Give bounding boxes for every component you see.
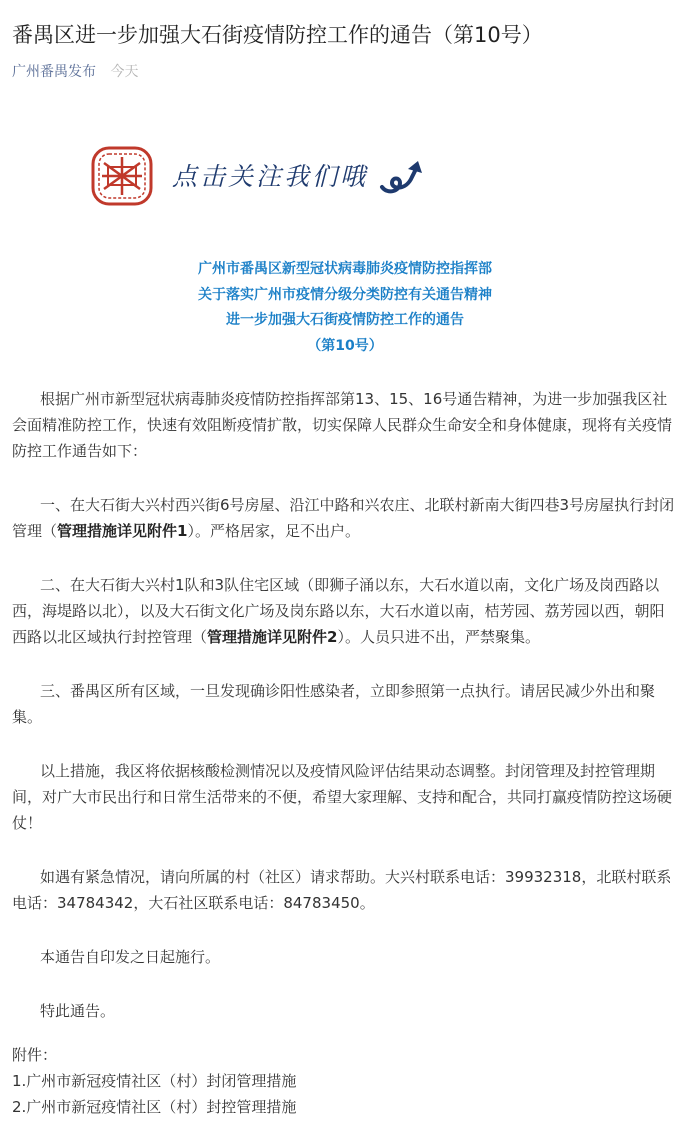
item-3-paragraph: 三、番禺区所有区域，一旦发现确诊阳性感染者，立即参照第一点执行。请居民减少外出和聚集。 bbox=[12, 682, 656, 726]
heading-line-3: 进一步加强大石街疫情防控工作的通告 bbox=[226, 312, 464, 328]
notice-heading bbox=[0, 257, 690, 359]
intro-paragraph: 根据广州市新型冠状病毒肺炎疫情防控指挥部第13、15、16号通告精神，为进一步加强我区社会面精准防控工作，快速有效阻断疫情扩散，切实保障人民群众生命安全和身体健康，现将有关疫情防控工作通告如下： bbox=[12, 390, 673, 460]
follow-banner[interactable] bbox=[90, 145, 435, 207]
curved-arrow-icon bbox=[378, 157, 428, 197]
notice-body bbox=[12, 386, 678, 1024]
attachments-list bbox=[12, 1042, 678, 1120]
article-meta bbox=[12, 62, 138, 82]
attachment-item-2: 2.广州市新冠疫情社区（村）封控管理措施 bbox=[12, 1098, 297, 1116]
seal-logo bbox=[90, 145, 154, 207]
attachments-label: 附件： bbox=[12, 1046, 58, 1064]
item-1-bold: 管理措施详见附件1 bbox=[57, 522, 188, 540]
follow-slogan: 点击关注我们哦 bbox=[172, 162, 369, 191]
article-title: 番禺区进一步加强大石街疫情防控工作的通告（第10号） bbox=[12, 23, 543, 47]
item-2-bold: 管理措施详见附件2 bbox=[207, 628, 338, 646]
account-name-link[interactable]: 广州番禺发布 bbox=[12, 64, 96, 80]
heading-line-1: 广州市番禺区新型冠状病毒肺炎疫情防控指挥部 bbox=[198, 261, 492, 277]
heading-line-2: 关于落实广州市疫情分级分类防控有关通告精神 bbox=[198, 286, 492, 303]
item-1-paragraph: 一、在大石街大兴村西兴街6号房屋、沿江中路和兴农庄、北联村新南大街四巷3号房屋执行封闭管理（管理措施详见附件1）。严格居家，足不出户。 bbox=[12, 496, 675, 540]
measures-paragraph: 以上措施，我区将依据核酸检测情况以及疫情风险评估结果动态调整。封闭管理及封控管理期间，对广大市民出行和日常生活带来的不便，希望大家理解、支持和配合，共同打赢疫情防控这场硬仗！ bbox=[12, 762, 673, 832]
item-2-paragraph: 二、在大石街大兴村1队和3队住宅区域（即狮子涌以东，大石水道以南，文化广场及岗西路以西，海堤路以北），以及大石街文化广场及岗东路以东，大石水道以南，桔芳园、荔芳园以西，朝阳西路以北区域执行封控管理（管理措施详见附件2）。人员只进不出，严禁聚集。 bbox=[12, 576, 665, 646]
effective-paragraph: 本通告自印发之日起施行。 bbox=[40, 948, 221, 966]
contact-paragraph: 如遇有紧急情况，请向所属的村（社区）请求帮助。大兴村联系电话：39932318，北联村联系电话：34784342，大石社区联系电话：84783450。 bbox=[12, 868, 672, 912]
closing-paragraph: 特此通告。 bbox=[40, 1002, 116, 1020]
heading-line-4: （第10号） bbox=[307, 337, 383, 354]
attachment-item-1: 1.广州市新冠疫情社区（村）封闭管理措施 bbox=[12, 1072, 297, 1090]
publish-time: 今天 bbox=[110, 64, 139, 80]
